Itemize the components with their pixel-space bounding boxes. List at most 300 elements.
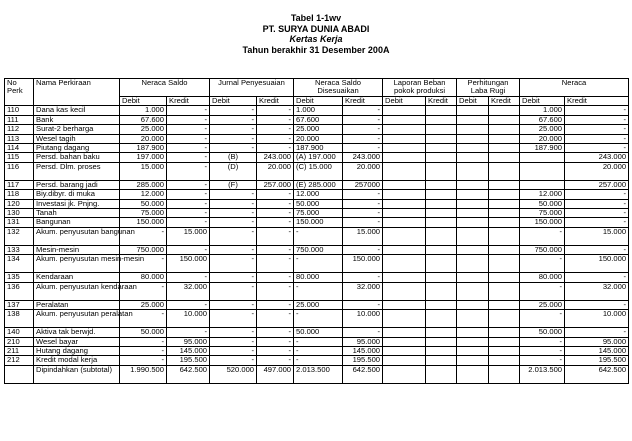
cell-account-no: 140 xyxy=(5,328,34,337)
cell-beban-produksi-kredit xyxy=(426,255,457,273)
cell-neraca-saldo-debit: 50.000 xyxy=(120,328,167,337)
cell-neraca-saldo-kredit: - xyxy=(167,144,210,153)
cell-neraca-debit: - xyxy=(520,346,565,355)
cell-laba-rugi-debit xyxy=(457,134,489,143)
cell-jurnal-debit: - xyxy=(210,245,257,254)
cell-beban-produksi-kredit xyxy=(426,115,457,124)
cell-neraca-saldo-kredit: - xyxy=(167,115,210,124)
table-row xyxy=(5,162,629,180)
col-header-debit: Debit xyxy=(120,97,167,106)
table-row xyxy=(5,218,629,227)
cell-ns-disesuaikan-debit: 2.013.500 xyxy=(294,365,343,383)
cell-neraca-saldo-kredit: 15.000 xyxy=(167,227,210,245)
cell-neraca-saldo-debit: - xyxy=(120,227,167,245)
cell-laba-rugi-kredit xyxy=(489,282,520,300)
cell-neraca-kredit: - xyxy=(565,218,629,227)
cell-laba-rugi-debit xyxy=(457,310,489,328)
cell-neraca-debit: 2.013.500 xyxy=(520,365,565,383)
cell-laba-rugi-debit xyxy=(457,209,489,218)
cell-ns-disesuaikan-kredit: - xyxy=(343,245,383,254)
cell-neraca-debit: 50.000 xyxy=(520,328,565,337)
cell-beban-produksi-debit xyxy=(383,134,426,143)
cell-laba-rugi-kredit xyxy=(489,346,520,355)
cell-ns-disesuaikan-kredit: 243.000 xyxy=(343,153,383,162)
cell-neraca-kredit: - xyxy=(565,115,629,124)
cell-laba-rugi-debit xyxy=(457,365,489,383)
cell-neraca-debit: - xyxy=(520,337,565,346)
cell-ns-disesuaikan-debit: - xyxy=(294,282,343,300)
cell-account-name: Piutang dagang xyxy=(34,144,120,153)
cell-beban-produksi-kredit xyxy=(426,106,457,115)
cell-beban-produksi-kredit xyxy=(426,125,457,134)
cell-neraca-saldo-kredit: - xyxy=(167,134,210,143)
cell-ns-disesuaikan-debit: - xyxy=(294,346,343,355)
cell-neraca-kredit: - xyxy=(565,245,629,254)
cell-neraca-kredit: - xyxy=(565,106,629,115)
cell-neraca-kredit: 195.500 xyxy=(565,356,629,365)
cell-jurnal-debit: - xyxy=(210,273,257,282)
cell-neraca-kredit: - xyxy=(565,328,629,337)
cell-ns-disesuaikan-debit: 50.000 xyxy=(294,328,343,337)
cell-neraca-debit: 80.000 xyxy=(520,273,565,282)
cell-jurnal-kredit: - xyxy=(257,255,294,273)
cell-laba-rugi-debit xyxy=(457,218,489,227)
cell-neraca-kredit: 257.000 xyxy=(565,180,629,189)
cell-neraca-saldo-kredit: - xyxy=(167,106,210,115)
cell-jurnal-debit: - xyxy=(210,209,257,218)
cell-jurnal-kredit: - xyxy=(257,346,294,355)
cell-neraca-kredit: 150.000 xyxy=(565,255,629,273)
table-number: Tabel 1-1wv xyxy=(290,13,342,23)
cell-jurnal-kredit: - xyxy=(257,300,294,309)
cell-ns-disesuaikan-debit: 1.000 xyxy=(294,106,343,115)
cell-account-name: Investasi jk. Pnjng. xyxy=(34,199,120,208)
cell-jurnal-kredit: - xyxy=(257,209,294,218)
col-header-debit: Debit xyxy=(457,97,489,106)
table-row xyxy=(5,365,629,383)
cell-ns-disesuaikan-kredit: 95.000 xyxy=(343,337,383,346)
cell-neraca-saldo-kredit: - xyxy=(167,273,210,282)
cell-jurnal-debit: - xyxy=(210,310,257,328)
table-row xyxy=(5,282,629,300)
cell-neraca-saldo-kredit: 95.000 xyxy=(167,337,210,346)
cell-jurnal-debit: (B) xyxy=(210,153,257,162)
cell-jurnal-kredit: - xyxy=(257,106,294,115)
cell-laba-rugi-kredit xyxy=(489,180,520,189)
cell-account-no: 210 xyxy=(5,337,34,346)
table-row xyxy=(5,106,629,115)
col-header-debit: Debit xyxy=(210,97,257,106)
col-header-debit: Debit xyxy=(520,97,565,106)
cell-laba-rugi-debit xyxy=(457,144,489,153)
cell-beban-produksi-kredit xyxy=(426,218,457,227)
cell-account-name: Dana kas kecil xyxy=(34,106,120,115)
cell-ns-disesuaikan-kredit: - xyxy=(343,134,383,143)
cell-jurnal-debit: - xyxy=(210,346,257,355)
cell-account-name: Bank xyxy=(34,115,120,124)
cell-laba-rugi-kredit xyxy=(489,310,520,328)
cell-account-no: 212 xyxy=(5,356,34,365)
cell-ns-disesuaikan-debit: (C) 15.000 xyxy=(294,162,343,180)
table-row xyxy=(5,227,629,245)
cell-account-name: Akum. penyusutan bangunan xyxy=(34,227,120,245)
cell-neraca-saldo-debit: 25.000 xyxy=(120,300,167,309)
cell-beban-produksi-kredit xyxy=(426,328,457,337)
cell-account-no: 131 xyxy=(5,218,34,227)
cell-neraca-saldo-kredit: - xyxy=(167,209,210,218)
cell-neraca-debit: 1.000 xyxy=(520,106,565,115)
cell-laba-rugi-kredit xyxy=(489,300,520,309)
table-row xyxy=(5,190,629,199)
cell-beban-produksi-kredit xyxy=(426,199,457,208)
cell-beban-produksi-debit xyxy=(383,153,426,162)
table-row xyxy=(5,125,629,134)
cell-ns-disesuaikan-kredit: 20.000 xyxy=(343,162,383,180)
cell-neraca-debit: 25.000 xyxy=(520,125,565,134)
cell-ns-disesuaikan-kredit: 15.000 xyxy=(343,227,383,245)
cell-neraca-debit: - xyxy=(520,255,565,273)
cell-jurnal-kredit: - xyxy=(257,282,294,300)
col-header-kredit: Kredit xyxy=(167,97,210,106)
col-header-neraca: Neraca xyxy=(520,79,629,97)
cell-neraca-debit: - xyxy=(520,310,565,328)
cell-account-no: 112 xyxy=(5,125,34,134)
cell-beban-produksi-kredit xyxy=(426,310,457,328)
cell-laba-rugi-debit xyxy=(457,153,489,162)
cell-account-no: 134 xyxy=(5,255,34,273)
cell-neraca-kredit: 95.000 xyxy=(565,337,629,346)
cell-neraca-kredit: - xyxy=(565,134,629,143)
cell-neraca-saldo-debit: 50.000 xyxy=(120,199,167,208)
cell-account-no: 118 xyxy=(5,190,34,199)
cell-neraca-saldo-debit: 750.000 xyxy=(120,245,167,254)
cell-ns-disesuaikan-kredit: - xyxy=(343,209,383,218)
cell-neraca-debit: - xyxy=(520,356,565,365)
cell-neraca-kredit: 15.000 xyxy=(565,227,629,245)
cell-neraca-saldo-debit: 75.000 xyxy=(120,209,167,218)
cell-account-no: 133 xyxy=(5,245,34,254)
cell-neraca-saldo-debit: 1.000 xyxy=(120,106,167,115)
cell-laba-rugi-debit xyxy=(457,328,489,337)
cell-neraca-kredit: - xyxy=(565,144,629,153)
cell-account-no: 116 xyxy=(5,162,34,180)
table-row xyxy=(5,310,629,328)
cell-neraca-debit xyxy=(520,153,565,162)
cell-beban-produksi-debit xyxy=(383,180,426,189)
cell-beban-produksi-debit xyxy=(383,337,426,346)
cell-beban-produksi-debit xyxy=(383,245,426,254)
cell-ns-disesuaikan-kredit: 145.000 xyxy=(343,346,383,355)
cell-neraca-saldo-kredit: - xyxy=(167,180,210,189)
table-row xyxy=(5,346,629,355)
cell-beban-produksi-debit xyxy=(383,115,426,124)
cell-neraca-saldo-kredit: - xyxy=(167,328,210,337)
col-header-debit: Debit xyxy=(294,97,343,106)
cell-ns-disesuaikan-debit: 25.000 xyxy=(294,125,343,134)
cell-beban-produksi-kredit xyxy=(426,337,457,346)
cell-ns-disesuaikan-kredit: 642.500 xyxy=(343,365,383,383)
cell-laba-rugi-kredit xyxy=(489,115,520,124)
cell-ns-disesuaikan-debit: 12.000 xyxy=(294,190,343,199)
cell-beban-produksi-kredit xyxy=(426,144,457,153)
cell-ns-disesuaikan-debit: 750.000 xyxy=(294,245,343,254)
cell-ns-disesuaikan-debit: 150.000 xyxy=(294,218,343,227)
cell-neraca-kredit: - xyxy=(565,300,629,309)
cell-laba-rugi-kredit xyxy=(489,337,520,346)
cell-neraca-saldo-kredit: - xyxy=(167,300,210,309)
cell-laba-rugi-kredit xyxy=(489,356,520,365)
cell-laba-rugi-kredit xyxy=(489,273,520,282)
cell-neraca-saldo-debit: 67.600 xyxy=(120,115,167,124)
document-type: Kertas Kerja xyxy=(289,34,343,44)
cell-ns-disesuaikan-kredit: 257000 xyxy=(343,180,383,189)
cell-laba-rugi-debit xyxy=(457,346,489,355)
cell-neraca-saldo-kredit: - xyxy=(167,125,210,134)
cell-neraca-saldo-kredit: 10.000 xyxy=(167,310,210,328)
cell-beban-produksi-debit xyxy=(383,199,426,208)
cell-account-no: 137 xyxy=(5,300,34,309)
cell-account-name: Mesin-mesin xyxy=(34,245,120,254)
cell-beban-produksi-debit xyxy=(383,346,426,355)
cell-ns-disesuaikan-kredit: 150.000 xyxy=(343,255,383,273)
cell-beban-produksi-debit xyxy=(383,255,426,273)
cell-neraca-debit xyxy=(520,162,565,180)
cell-neraca-kredit: 243.000 xyxy=(565,153,629,162)
cell-neraca-saldo-kredit: - xyxy=(167,162,210,180)
cell-neraca-debit: 25.000 xyxy=(520,300,565,309)
cell-laba-rugi-kredit xyxy=(489,227,520,245)
cell-beban-produksi-debit xyxy=(383,273,426,282)
cell-neraca-kredit: 145.000 xyxy=(565,346,629,355)
cell-neraca-saldo-kredit: - xyxy=(167,199,210,208)
cell-neraca-saldo-debit: 285.000 xyxy=(120,180,167,189)
company-name: PT. SURYA DUNIA ABADI xyxy=(262,23,370,34)
cell-laba-rugi-kredit xyxy=(489,328,520,337)
cell-jurnal-kredit: - xyxy=(257,218,294,227)
cell-neraca-saldo-kredit: 150.000 xyxy=(167,255,210,273)
col-header-laporan-beban: Laporan Beban pokok produksi xyxy=(383,79,457,97)
cell-neraca-saldo-debit: - xyxy=(120,310,167,328)
cell-jurnal-kredit: 243.000 xyxy=(257,153,294,162)
cell-laba-rugi-kredit xyxy=(489,134,520,143)
table-row xyxy=(5,337,629,346)
col-header-jurnal-penyesuaian: Jurnal Penyesuaian xyxy=(210,79,294,97)
cell-beban-produksi-kredit xyxy=(426,273,457,282)
cell-beban-produksi-kredit xyxy=(426,153,457,162)
cell-jurnal-debit: - xyxy=(210,199,257,208)
cell-ns-disesuaikan-debit: - xyxy=(294,227,343,245)
cell-neraca-debit: 20.000 xyxy=(520,134,565,143)
cell-jurnal-debit: (D) xyxy=(210,162,257,180)
cell-laba-rugi-kredit xyxy=(489,125,520,134)
cell-ns-disesuaikan-kredit: - xyxy=(343,300,383,309)
cell-beban-produksi-kredit xyxy=(426,346,457,355)
cell-neraca-saldo-debit: 1.990.500 xyxy=(120,365,167,383)
cell-beban-produksi-kredit xyxy=(426,227,457,245)
cell-account-no: 211 xyxy=(5,346,34,355)
cell-ns-disesuaikan-kredit: - xyxy=(343,218,383,227)
col-header-no: No Perk xyxy=(5,79,34,106)
cell-neraca-saldo-debit: - xyxy=(120,346,167,355)
cell-ns-disesuaikan-debit: (A) 197.000 xyxy=(294,153,343,162)
cell-jurnal-debit: (F) xyxy=(210,180,257,189)
cell-jurnal-kredit: - xyxy=(257,310,294,328)
cell-laba-rugi-debit xyxy=(457,245,489,254)
cell-beban-produksi-debit xyxy=(383,310,426,328)
cell-beban-produksi-debit xyxy=(383,356,426,365)
col-header-kredit: Kredit xyxy=(489,97,520,106)
cell-ns-disesuaikan-debit: 75.000 xyxy=(294,209,343,218)
cell-neraca-saldo-debit: 187.900 xyxy=(120,144,167,153)
col-header-kredit: Kredit xyxy=(257,97,294,106)
cell-neraca-kredit: - xyxy=(565,190,629,199)
cell-account-no: 113 xyxy=(5,134,34,143)
cell-account-name: Kredit modal kerja xyxy=(34,356,120,365)
cell-neraca-saldo-debit: 197.000 xyxy=(120,153,167,162)
cell-ns-disesuaikan-kredit: - xyxy=(343,199,383,208)
cell-laba-rugi-debit xyxy=(457,337,489,346)
cell-ns-disesuaikan-debit: 67.600 xyxy=(294,115,343,124)
cell-account-name: Biy.dibyr. di muka xyxy=(34,190,120,199)
cell-laba-rugi-debit xyxy=(457,115,489,124)
cell-account-name: Akum. penyusutan peralatan xyxy=(34,310,120,328)
cell-neraca-saldo-kredit: - xyxy=(167,245,210,254)
cell-neraca-saldo-kredit: 195.500 xyxy=(167,356,210,365)
cell-neraca-kredit: - xyxy=(565,209,629,218)
cell-ns-disesuaikan-debit: - xyxy=(294,356,343,365)
cell-neraca-debit: 150.000 xyxy=(520,218,565,227)
cell-jurnal-kredit: - xyxy=(257,337,294,346)
cell-account-no xyxy=(5,365,34,383)
cell-neraca-kredit: 20.000 xyxy=(565,162,629,180)
cell-neraca-saldo-debit: - xyxy=(120,356,167,365)
table-row xyxy=(5,328,629,337)
cell-laba-rugi-kredit xyxy=(489,153,520,162)
cell-beban-produksi-kredit xyxy=(426,209,457,218)
cell-neraca-saldo-debit: 25.000 xyxy=(120,125,167,134)
cell-laba-rugi-debit xyxy=(457,273,489,282)
cell-ns-disesuaikan-kredit: - xyxy=(343,328,383,337)
col-header-kredit: Kredit xyxy=(426,97,457,106)
cell-laba-rugi-debit xyxy=(457,356,489,365)
cell-ns-disesuaikan-kredit: - xyxy=(343,115,383,124)
cell-laba-rugi-kredit xyxy=(489,162,520,180)
cell-account-name: Persd. Dlm. proses xyxy=(34,162,120,180)
cell-neraca-debit: 67.600 xyxy=(520,115,565,124)
cell-account-name: Kendaraan xyxy=(34,273,120,282)
cell-ns-disesuaikan-debit: (E) 285.000 xyxy=(294,180,343,189)
cell-laba-rugi-debit xyxy=(457,227,489,245)
cell-account-name: Akum. penyusutan kendaraan xyxy=(34,282,120,300)
cell-ns-disesuaikan-kredit: 195.500 xyxy=(343,356,383,365)
cell-jurnal-debit: - xyxy=(210,328,257,337)
cell-jurnal-kredit: - xyxy=(257,199,294,208)
col-header-kredit: Kredit xyxy=(565,97,629,106)
cell-jurnal-kredit: - xyxy=(257,245,294,254)
cell-account-no: 135 xyxy=(5,273,34,282)
cell-beban-produksi-debit xyxy=(383,162,426,180)
cell-account-name: Akum. penyusutan mesin-mesin xyxy=(34,255,120,273)
cell-beban-produksi-kredit xyxy=(426,162,457,180)
table-row xyxy=(5,255,629,273)
cell-jurnal-kredit: - xyxy=(257,134,294,143)
cell-beban-produksi-debit xyxy=(383,365,426,383)
cell-ns-disesuaikan-kredit: - xyxy=(343,125,383,134)
col-header-laba-rugi: Perhitungan Laba Rugi xyxy=(457,79,520,97)
cell-jurnal-debit: - xyxy=(210,227,257,245)
cell-neraca-saldo-debit: 12.000 xyxy=(120,190,167,199)
cell-neraca-saldo-debit: 80.000 xyxy=(120,273,167,282)
cell-account-name: Tanah xyxy=(34,209,120,218)
cell-neraca-debit: 75.000 xyxy=(520,209,565,218)
cell-laba-rugi-kredit xyxy=(489,255,520,273)
cell-neraca-kredit: 642.500 xyxy=(565,365,629,383)
cell-account-name: Dipindahkan (subtotal) xyxy=(34,365,120,383)
cell-account-no: 136 xyxy=(5,282,34,300)
cell-account-no: 114 xyxy=(5,144,34,153)
cell-jurnal-kredit: - xyxy=(257,190,294,199)
cell-beban-produksi-debit xyxy=(383,300,426,309)
cell-beban-produksi-debit xyxy=(383,209,426,218)
cell-neraca-saldo-debit: - xyxy=(120,282,167,300)
cell-neraca-saldo-kredit: - xyxy=(167,190,210,199)
cell-beban-produksi-kredit xyxy=(426,365,457,383)
cell-neraca-debit: 187.900 xyxy=(520,144,565,153)
cell-laba-rugi-debit xyxy=(457,106,489,115)
cell-laba-rugi-debit xyxy=(457,255,489,273)
cell-beban-produksi-kredit xyxy=(426,180,457,189)
cell-ns-disesuaikan-debit: 20.000 xyxy=(294,134,343,143)
cell-account-no: 110 xyxy=(5,106,34,115)
cell-account-name: Wesel bayar xyxy=(34,337,120,346)
cell-ns-disesuaikan-kredit: - xyxy=(343,190,383,199)
cell-beban-produksi-debit xyxy=(383,125,426,134)
cell-laba-rugi-kredit xyxy=(489,218,520,227)
cell-jurnal-kredit: - xyxy=(257,227,294,245)
col-header-ns-disesuaikan: Neraca Saldo Disesuaikan xyxy=(294,79,383,97)
cell-ns-disesuaikan-kredit: - xyxy=(343,273,383,282)
period-label: Tahun berakhir 31 Desember 200A xyxy=(242,44,390,55)
cell-account-no: 120 xyxy=(5,199,34,208)
cell-jurnal-debit: - xyxy=(210,282,257,300)
cell-laba-rugi-kredit xyxy=(489,199,520,208)
cell-neraca-saldo-kredit: - xyxy=(167,153,210,162)
col-header-neraca-saldo: Neraca Saldo xyxy=(120,79,210,97)
cell-account-no: 117 xyxy=(5,180,34,189)
col-header-debit: Debit xyxy=(383,97,426,106)
cell-jurnal-debit: - xyxy=(210,115,257,124)
cell-neraca-kredit: - xyxy=(565,199,629,208)
cell-beban-produksi-debit xyxy=(383,328,426,337)
cell-neraca-saldo-kredit: 145.000 xyxy=(167,346,210,355)
cell-account-no: 132 xyxy=(5,227,34,245)
header-row-groups xyxy=(5,79,629,97)
cell-ns-disesuaikan-debit: - xyxy=(294,255,343,273)
cell-account-name: Wesel tagih xyxy=(34,134,120,143)
cell-jurnal-kredit: - xyxy=(257,328,294,337)
cell-neraca-debit: 12.000 xyxy=(520,190,565,199)
cell-ns-disesuaikan-debit: - xyxy=(294,310,343,328)
cell-laba-rugi-kredit xyxy=(489,106,520,115)
cell-neraca-saldo-debit: 15.000 xyxy=(120,162,167,180)
cell-beban-produksi-debit xyxy=(383,144,426,153)
cell-neraca-kredit: 32.000 xyxy=(565,282,629,300)
cell-laba-rugi-debit xyxy=(457,125,489,134)
cell-jurnal-kredit: - xyxy=(257,125,294,134)
cell-ns-disesuaikan-debit: 187.900 xyxy=(294,144,343,153)
cell-jurnal-kredit: - xyxy=(257,356,294,365)
cell-laba-rugi-debit xyxy=(457,180,489,189)
